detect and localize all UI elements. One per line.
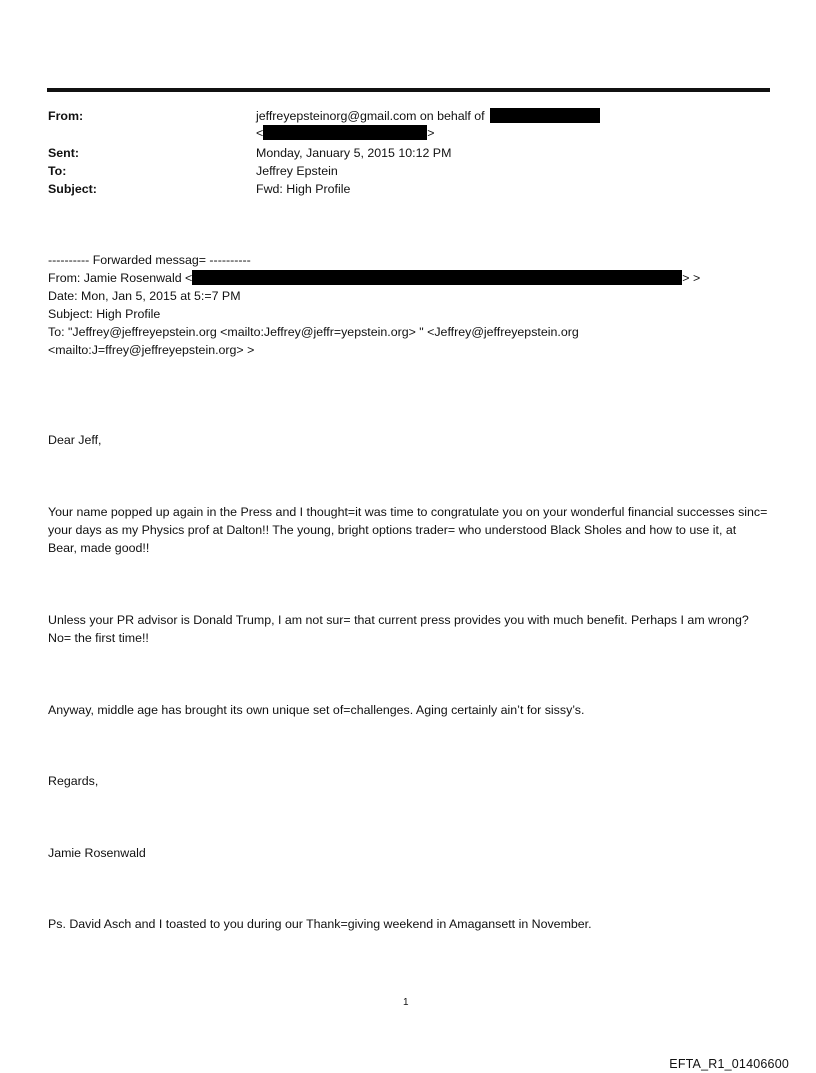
to-value: Jeffrey Epstein — [256, 164, 338, 178]
postscript: Ps. David Asch and I toasted to you during our Thank=giving weekend in Amagansett in November. — [48, 917, 592, 931]
forward-banner: ---------- Forwarded messag= ---------- — [48, 253, 251, 267]
from-label: From: — [48, 109, 84, 123]
forward-subject: Subject: High Profile — [48, 307, 161, 321]
forward-from-end: > > — [682, 271, 701, 285]
sent-value: Monday, January 5, 2015 10:12 PM — [256, 146, 452, 160]
header-rule — [47, 88, 770, 92]
paragraph-3: Anyway, middle age has brought its own unique set of=challenges. Aging certainly ain’t for sissy’s. — [48, 703, 585, 717]
redaction-box — [490, 108, 600, 123]
forward-from-text: From: Jamie Rosenwald < — [48, 271, 193, 285]
sent-label: Sent: — [48, 146, 79, 160]
subject-value: Fwd: High Profile — [256, 182, 351, 196]
forward-to-line-1: To: "Jeffrey@jeffreyepstein.org <mailto:Jeffrey@jeffr=yepstein.org> " <Jeffrey@jeffreyepstein.org — [48, 325, 579, 339]
bracket-close: > — [427, 126, 435, 140]
from-address-line-2 — [256, 125, 435, 141]
forward-to-line-2: <mailto:J=ffrey@jeffreyepstein.org> > — [48, 343, 255, 357]
bracket-open: < — [256, 126, 264, 140]
page-number: 1 — [403, 997, 409, 1008]
document-id: EFTA_R1_01406600 — [669, 1057, 789, 1071]
closing: Regards, — [48, 774, 99, 788]
redaction-box — [263, 125, 427, 140]
from-value — [256, 108, 600, 124]
to-label: To: — [48, 164, 67, 178]
greeting: Dear Jeff, — [48, 433, 102, 447]
forward-date: Date: Mon, Jan 5, 2015 at 5:=7 PM — [48, 289, 241, 303]
from-address: jeffreyepsteinorg@gmail.com on behalf of — [256, 109, 485, 123]
forward-from — [48, 270, 700, 286]
paragraph-1: Your name popped up again in the Press and I thought=it was time to congratulate you on your wonderful financial successes sinc= your days as my Physics prof at Dalton!! The young, bright options trader= who understood Black Sholes and how to use it, at Bear, made good!! — [48, 505, 768, 555]
redaction-box — [192, 270, 682, 285]
paragraph-2: Unless your PR advisor is Donald Trump, I am not sur= that current press provides you with much benefit. Perhaps I am wrong? No= the first time!! — [48, 613, 749, 645]
subject-label: Subject: — [48, 182, 97, 196]
signature: Jamie Rosenwald — [48, 846, 146, 860]
